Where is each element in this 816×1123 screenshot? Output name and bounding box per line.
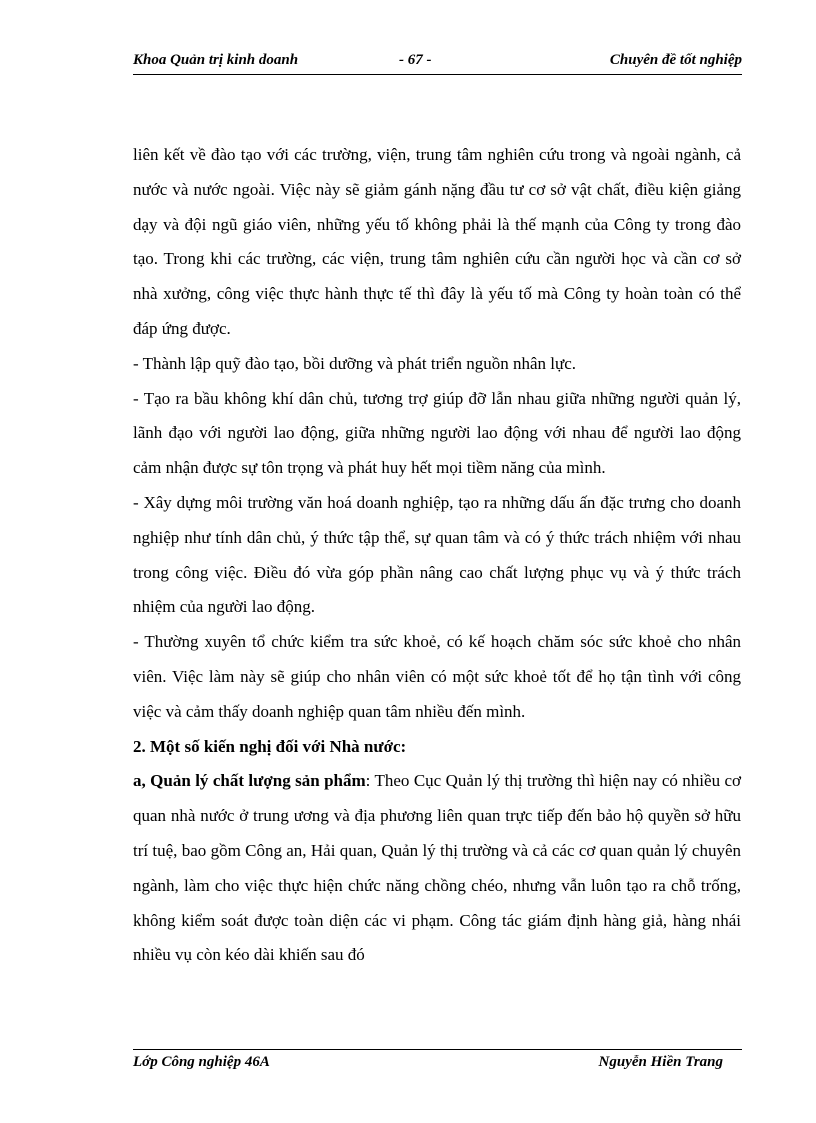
paragraph-1: liên kết về đào tạo với các trường, viện, trung tâm nghiên cứu trong và ngoài ngành, cả nước và nước ngoài. Việc này sẽ giảm gánh nặng đầu tư cơ sở vật chất, điều kiện giảng dạy và đội ngũ giáo viên, những yếu tố không phải là thế mạnh của Công ty trong đào tạo. Trong khi các trường, các viện, trung tâm nghiên cứu cần người học và cần cơ sở nhà xưởng, công việc thực hành thực tế thì đây là yếu tố mà Công ty hoàn toàn có thể đáp ứng được. <box>133 145 741 338</box>
page-header <box>133 52 742 74</box>
header-document-type: Chuyên đề tốt nghiệp <box>609 52 742 68</box>
paragraph-6 <box>133 764 741 973</box>
footer-class: Lớp Công nghiệp 46A <box>133 1054 270 1070</box>
section-heading: 2. Một số kiến nghị đối với Nhà nước: <box>133 736 407 756</box>
paragraph-3: - Tạo ra bầu không khí dân chủ, tương trợ giúp đỡ lẫn nhau giữa những người quản lý, lãnh đạo với người lao động, giữa những người lao động với nhau để người lao động cảm nhận được sự tôn trọng và phát huy hết mọi tiềm năng của mình. <box>133 388 741 478</box>
paragraph-6-lead: a, Quản lý chất lượng sản phẩm <box>133 771 366 791</box>
header-faculty: Khoa Quản trị kinh doanh <box>133 52 299 68</box>
header-divider <box>133 74 742 75</box>
paragraph-5: - Thường xuyên tổ chức kiểm tra sức khoẻ, có kế hoạch chăm sóc sức khoẻ cho nhân viên. Việc làm này sẽ giúp cho nhân viên có một sức khoẻ tốt để họ tận tình với công việc và cảm thấy doanh nghiệp quan tâm nhiều đến mình. <box>133 632 741 721</box>
footer-divider <box>133 1049 742 1050</box>
footer-author: Nguyễn Hiền Trang <box>598 1054 723 1070</box>
body-text <box>133 138 741 973</box>
paragraph-4: - Xây dựng môi trường văn hoá doanh nghiệp, tạo ra những dấu ấn đặc trưng cho doanh nghiệp như tính dân chủ, ý thức tập thể, sự quan tâm và có ý thức trách nhiệm với nhau trong công việc. Điều đó vừa góp phần nâng cao chất lượng phục vụ và ý thức trách nhiệm của người lao động. <box>133 492 741 617</box>
page-number: - 67 - <box>399 52 432 68</box>
paragraph-2: - Thành lập quỹ đào tạo, bồi dưỡng và phát triển nguồn nhân lực. <box>133 353 577 373</box>
paragraph-6-text: : Theo Cục Quản lý thị trường thì hiện nay có nhiều cơ quan nhà nước ở trung ương và địa phương liên quan trực tiếp đến bảo hộ quyền sở hữu trí tuệ, bao gồm Công an, Hải quan, Quản lý thị trường và cả các cơ quan quản lý chuyên ngành, làm cho việc thực hiện chức năng chồng chéo, nhưng vẫn luôn tạo ra chỗ trống, không kiểm soát được toàn diện các vi phạm. Công tác giám định hàng giả, hàng nhái nhiều vụ còn kéo dài khiến sau đó <box>133 771 742 965</box>
page-footer <box>133 1054 723 1076</box>
